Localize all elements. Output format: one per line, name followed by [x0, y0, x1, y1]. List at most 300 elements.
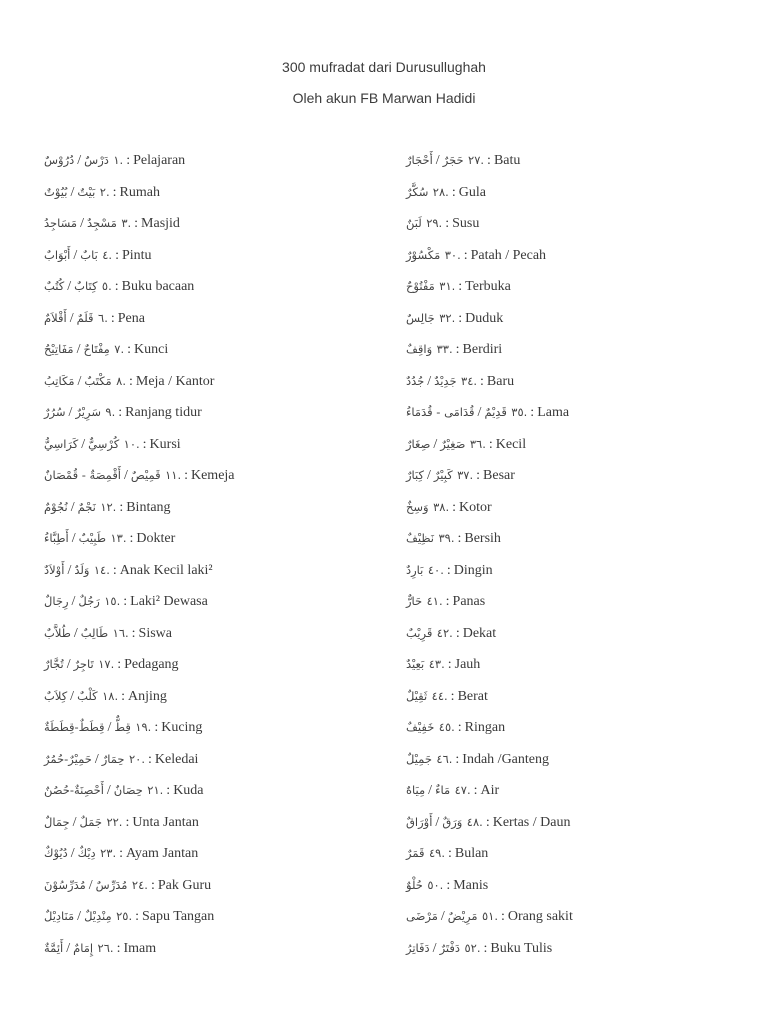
colon-separator: : [445, 216, 450, 231]
colon-separator: : [476, 468, 481, 483]
entry-number: .١٩ [135, 720, 152, 734]
colon-separator: : [488, 436, 493, 452]
meaning-text: Kuda [173, 783, 204, 798]
meaning-text: Jauh [454, 657, 481, 672]
plural-word: سُرُرٌ [44, 405, 66, 419]
colon-separator: : [119, 499, 124, 515]
meaning-text: Kertas / Daun [492, 814, 571, 830]
vocab-entry [406, 240, 746, 272]
colon-separator: : [127, 342, 132, 357]
vocab-entry [406, 492, 746, 524]
vocab-entry [44, 681, 384, 713]
meaning-text: Kotor [458, 499, 492, 515]
meaning-text: Kucing [161, 720, 203, 735]
colon-separator: : [457, 720, 462, 735]
singular-word: حَارٌّ [406, 594, 423, 608]
vocab-entry [406, 366, 746, 398]
vocab-entry [406, 807, 746, 839]
vocab-entry [406, 681, 746, 713]
vocab-entry [406, 429, 746, 461]
meaning-text: Pintu [121, 247, 152, 263]
colon-separator: : [129, 531, 134, 546]
meaning-text: Baru [486, 373, 515, 389]
meaning-text: Pelajaran [133, 153, 186, 168]
colon-separator: : [446, 877, 451, 893]
singular-word: سَرِيْرٌ [75, 405, 101, 419]
singular-word: تَاجِرٌ [73, 657, 94, 671]
meaning-text: Dokter [136, 531, 176, 546]
vocab-entry [44, 303, 384, 335]
vocab-entry [406, 177, 746, 209]
plural-word: أَئِمَّةٌ [44, 940, 64, 955]
word-separator: / [67, 279, 72, 294]
vocab-entry [406, 775, 746, 807]
colon-separator: : [116, 940, 121, 956]
meaning-text: Duduk [465, 310, 504, 326]
entry-number: .٤٩ [428, 846, 445, 860]
meaning-text: Gula [458, 184, 486, 200]
colon-separator: : [142, 436, 147, 452]
word-separator: / [432, 940, 437, 956]
plural-word: مَسَاجِدُ [44, 216, 78, 230]
entry-number: .٤٦ [436, 751, 453, 766]
entry-number: .٤٧ [454, 783, 471, 797]
vocab-entry [44, 775, 384, 807]
vocab-entry [44, 870, 384, 902]
plural-word: كِلاَبٌ [44, 688, 68, 703]
entry-number: .١٣ [110, 531, 127, 545]
singular-word: حُلْوٌ [406, 877, 423, 892]
singular-word: مِنْدِيْلٌ [84, 909, 112, 923]
meaning-text: Terbuka [465, 279, 511, 294]
colon-separator: : [447, 846, 452, 861]
word-separator: / [88, 877, 93, 893]
entry-number: .١٥ [104, 594, 121, 608]
meaning-text: Keledai [154, 751, 199, 767]
vocab-entry [44, 397, 384, 429]
word-separator: / [106, 783, 111, 798]
entry-number: .٢٨ [432, 184, 449, 199]
colon-separator: : [135, 909, 139, 924]
word-separator: / [427, 468, 431, 483]
vocab-entry [44, 366, 384, 398]
entry-number: .٢٧ [468, 153, 485, 167]
colon-separator: : [457, 531, 462, 546]
word-separator: / [67, 562, 72, 578]
meaning-text: Ayam Jantan [126, 846, 199, 861]
plural-word: قِطَطٌ-قِطَطَةٌ [44, 720, 105, 734]
word-separator: / [433, 436, 438, 452]
colon-separator: : [112, 562, 117, 578]
vocab-entry [44, 334, 384, 366]
colon-separator: : [131, 625, 136, 641]
colon-separator: : [148, 751, 152, 767]
meaning-text: Indah /Ganteng [462, 751, 549, 767]
plural-word: أَبْوَابٌ [44, 247, 71, 262]
plural-word: جُدُدٌ [406, 373, 425, 388]
singular-word: خَفِيْفٌ [406, 720, 435, 734]
vocab-entry [44, 838, 384, 870]
singular-word: وَلَدٌ [74, 562, 90, 577]
meaning-text: Bintang [126, 499, 171, 515]
meaning-text: Kursi [149, 436, 181, 452]
entry-number: .٣ [121, 216, 132, 230]
entry-number: .٤٠ [427, 562, 444, 577]
plural-word: نُجُوْمٌ [44, 499, 68, 514]
entry-number: .١٨ [102, 688, 119, 703]
colon-separator: : [112, 184, 117, 200]
meaning-text: Ranjang tidur [125, 405, 202, 420]
vocab-entry [44, 492, 384, 524]
singular-word: مِفْتَاحٌ [83, 342, 110, 356]
plural-word: بُيُوْتٌ [44, 184, 68, 199]
plural-word: أَحْصِنَةٌ-حُصُنٌ [44, 783, 104, 797]
singular-word: بَارِدٌ [406, 562, 424, 577]
plural-word: كُتُبٌ [44, 279, 65, 293]
entry-number: .١٧ [98, 657, 115, 671]
vocab-entry [406, 397, 746, 429]
singular-word: قَمِيْصٌ [130, 468, 161, 482]
meaning-text: Anak Kecil laki² [119, 562, 213, 578]
colon-separator: : [166, 783, 171, 798]
document-title: 300 mufradat dari Durusullughah [282, 59, 486, 75]
colon-separator: : [125, 814, 130, 830]
entry-number: .٢٢ [106, 814, 123, 829]
colon-separator: : [184, 468, 188, 483]
entry-number: .٤٨ [466, 814, 483, 829]
entry-number: .٩ [105, 405, 116, 419]
word-separator: / [427, 373, 432, 389]
colon-separator: : [121, 688, 125, 704]
plural-word: أَقْمِصَةٌ - قُمْصَانٌ [44, 468, 122, 482]
entry-number: .٢٠ [129, 751, 146, 766]
plural-word: دَفَاتِرُ [406, 940, 430, 955]
vocab-entry [44, 555, 384, 587]
word-separator: / [435, 153, 440, 168]
plural-word: طُلاَّبٌ [44, 625, 71, 640]
plural-word: أَطِبَّاءُ [44, 531, 69, 545]
colon-separator: : [154, 720, 159, 735]
singular-word: كَلْبٌ [77, 688, 98, 703]
entry-number: .٣٦ [469, 436, 486, 451]
singular-word: مَكْسُوْرٌ [406, 247, 441, 262]
colon-separator: : [487, 153, 491, 168]
meaning-text: Kemeja [190, 468, 235, 483]
colon-separator: : [483, 940, 488, 956]
singular-word: رَجُلٌ [78, 594, 100, 608]
colon-separator: : [480, 373, 484, 389]
word-separator: / [81, 436, 86, 452]
vocab-entry [44, 145, 384, 177]
colon-separator: : [501, 909, 505, 924]
singular-word: لَبَنٌ [406, 216, 422, 230]
word-separator: / [66, 940, 71, 956]
plural-word: تُجَّارٌ [44, 657, 64, 671]
colon-separator: : [128, 373, 133, 389]
plural-word: دُيُوْكٌ [44, 846, 68, 860]
word-separator: / [77, 909, 82, 924]
vocab-entry [44, 460, 384, 492]
vocab-entry [44, 744, 384, 776]
singular-word: سُكَّرٌ [406, 184, 429, 199]
entry-number: .٢ [99, 184, 110, 199]
vocab-entry [406, 555, 746, 587]
entry-number: .٢٤ [131, 877, 148, 892]
entry-number: .٢٦ [97, 940, 114, 955]
singular-word: قَدِيْمٌ [484, 405, 507, 419]
meaning-text: Dingin [453, 562, 493, 578]
word-separator: / [70, 184, 75, 200]
vocab-entry [406, 744, 746, 776]
singular-word: جَمِيْلٌ [406, 751, 432, 766]
entry-number: .٥١ [482, 909, 499, 923]
singular-word: جَمَلٌ [79, 814, 102, 829]
entry-number: .٥ [101, 279, 112, 293]
plural-word: دُرُوْسٌ [44, 153, 75, 167]
entry-number: .٣٩ [438, 531, 455, 545]
meaning-text: Meja / Kantor [135, 373, 215, 389]
word-separator: / [428, 783, 433, 798]
colon-separator: : [134, 216, 139, 231]
meaning-text: Pak Guru [157, 877, 212, 893]
entry-number: .٣٢ [439, 310, 456, 325]
colon-separator: : [118, 405, 123, 420]
vocab-entry [44, 618, 384, 650]
entry-number: .٦ [98, 310, 108, 325]
vocab-entry [44, 208, 384, 240]
meaning-text: Susu [452, 216, 480, 231]
word-separator: / [73, 625, 78, 641]
colon-separator: : [123, 594, 128, 609]
singular-word: بَابٌ [80, 247, 98, 262]
word-separator: / [71, 531, 76, 546]
meaning-text: Ringan [464, 720, 506, 735]
singular-word: جَدِيْدٌ [434, 373, 457, 388]
vocab-entry [406, 838, 746, 870]
meaning-text: Laki² Dewasa [130, 594, 208, 609]
colon-separator: : [458, 279, 463, 294]
entry-number: .٥٢ [464, 940, 481, 955]
vocab-entry [44, 901, 384, 933]
meaning-text: Berat [457, 688, 488, 704]
colon-separator: : [446, 562, 451, 578]
entry-number: .٨ [116, 373, 126, 388]
colon-separator: : [126, 153, 131, 168]
word-separator: / [107, 720, 112, 735]
singular-word: مَكْتَبٌ [84, 373, 112, 388]
plural-word: أَحْجَارٌ [406, 153, 433, 167]
entry-number: .٣٣ [436, 342, 453, 356]
word-separator: / [435, 814, 440, 830]
meaning-text: Batu [493, 153, 521, 168]
singular-word: حِصَانٌ [113, 783, 143, 797]
entry-number: .٣٥ [511, 405, 528, 419]
word-separator: / [94, 751, 99, 767]
meaning-text: Air [480, 783, 500, 798]
vocab-entry [406, 618, 746, 650]
document-header [0, 56, 768, 118]
singular-word: مَاءٌ [435, 783, 451, 797]
entry-number: .٢١ [147, 783, 164, 797]
singular-word: نَظِيْفٌ [406, 531, 435, 545]
entry-number: .١٦ [112, 625, 129, 640]
plural-word: كَرَاسِيُّ [44, 436, 79, 451]
plural-word: جِمَالٌ [44, 814, 70, 829]
plural-word: أَوْلاَدٌ [44, 562, 65, 577]
singular-word: حَجَرٌ [442, 153, 464, 167]
word-separator: / [80, 216, 84, 231]
singular-word: قَرِيْبٌ [406, 625, 433, 640]
vocab-entry [406, 649, 746, 681]
word-separator: / [73, 247, 78, 263]
meaning-text: Masjid [141, 216, 180, 231]
vocab-entry [406, 271, 746, 303]
colon-separator: : [485, 814, 490, 830]
plural-word: مِيَاهٌ [406, 783, 426, 797]
entry-number: .٤٤ [431, 688, 448, 703]
document-subtitle: Oleh akun FB Marwan Hadidi [292, 90, 476, 106]
singular-word: قِطٌّ [114, 720, 131, 734]
meaning-text: Sapu Tangan [142, 909, 215, 924]
entry-number: .٤٥ [438, 720, 455, 734]
meaning-text: Panas [452, 594, 486, 609]
colon-separator: : [455, 751, 460, 767]
word-separator: / [477, 405, 482, 420]
singular-word: حِمَارٌ [101, 751, 125, 766]
vocab-entry [406, 870, 746, 902]
entry-number: .٣٤ [461, 373, 478, 388]
singular-word: مَرِيْضٌ [447, 909, 478, 923]
word-separator: / [70, 499, 75, 515]
singular-word: قَلَمٌ [76, 310, 94, 325]
word-separator: / [77, 153, 82, 168]
singular-word: دَفْتَرٌ [439, 940, 460, 955]
vocab-entry [44, 933, 384, 965]
colon-separator: : [110, 310, 115, 326]
vocab-column-right [406, 145, 746, 964]
singular-word: طَبِيْبٌ [78, 531, 107, 545]
meaning-text: Imam [123, 940, 157, 956]
word-separator: / [440, 909, 445, 924]
vocab-entry [44, 649, 384, 681]
word-separator: / [68, 405, 73, 420]
entry-number: .٤٢ [436, 625, 453, 640]
singular-word: وَسِخٌ [406, 499, 429, 514]
colon-separator: : [447, 657, 452, 672]
entry-number: .١٤ [93, 562, 110, 577]
colon-separator: : [117, 657, 122, 672]
plural-word: مَنَادِيْلٌ [44, 909, 75, 923]
entry-number: .٣٠ [444, 247, 461, 262]
entry-number: .٤١ [426, 594, 443, 608]
meaning-text: Kunci [134, 342, 169, 357]
vocab-entry [406, 460, 746, 492]
plural-word: مَكَاتِبُ [44, 373, 75, 388]
entry-number: .٢٩ [426, 216, 443, 230]
colon-separator: : [150, 877, 155, 893]
entry-number: .١٠ [123, 436, 140, 451]
colon-separator: : [458, 310, 463, 326]
vocab-entry [406, 523, 746, 555]
singular-word: جَالِسٌ [406, 310, 435, 325]
colon-separator: : [114, 279, 119, 294]
singular-word: كُرْسِيٌّ [88, 436, 120, 451]
plural-word: قُدَامَى - قُدَمَاءُ [406, 405, 475, 419]
singular-word: ثَقِيْلٌ [406, 688, 428, 703]
meaning-text: Lama [537, 405, 570, 420]
meaning-text: Siswa [138, 625, 172, 641]
vocab-entry [406, 145, 746, 177]
meaning-text: Dekat [462, 625, 497, 641]
meaning-text: Manis [453, 877, 489, 893]
entry-number: .٤٣ [428, 657, 445, 671]
vocab-entry [44, 240, 384, 272]
singular-word: طَالِبٌ [80, 625, 109, 640]
meaning-text: Buku bacaan [121, 279, 195, 294]
word-separator: / [71, 594, 76, 609]
plural-word: أَوْرَاقٌ [406, 814, 433, 829]
vocab-entry [44, 807, 384, 839]
meaning-text: Orang sakit [507, 909, 573, 924]
entry-number: .٢٣ [100, 846, 117, 860]
meaning-text: Rumah [119, 184, 160, 200]
plural-word: كِبَارٌ [406, 468, 425, 482]
word-separator: / [70, 846, 75, 861]
meaning-text: Patah / Pecah [470, 247, 547, 263]
vocab-entry [44, 712, 384, 744]
word-separator: / [66, 657, 71, 672]
singular-word: كِتَابٌ [74, 279, 98, 293]
colon-separator: : [115, 247, 119, 263]
vocab-entry [44, 586, 384, 618]
meaning-text: Pena [117, 310, 145, 326]
colon-separator: : [119, 846, 124, 861]
word-separator: / [69, 310, 74, 326]
vocab-entry [44, 429, 384, 461]
vocab-column-left [44, 145, 384, 964]
meaning-text: Anjing [128, 688, 167, 704]
meaning-text: Bulan [454, 846, 489, 861]
vocab-entry [406, 208, 746, 240]
singular-word: بَيْتٌ [77, 184, 96, 199]
vocab-entry [406, 334, 746, 366]
singular-word: دَرْسٌ [84, 153, 109, 167]
singular-word: وَرَقٌ [442, 814, 463, 829]
meaning-text: Bersih [464, 531, 501, 546]
plural-word: صِغَارٌ [406, 436, 431, 451]
singular-word: مَفْتُوْحٌ [406, 279, 435, 293]
vocab-entry [44, 177, 384, 209]
meaning-text: Pedagang [124, 657, 179, 672]
entry-number: .١١ [165, 468, 182, 482]
meaning-text: Besar [483, 468, 515, 483]
plural-word: مَفَاتِيْحُ [44, 342, 74, 356]
singular-word: كَبِيْرٌ [433, 468, 453, 482]
entry-number: .٣١ [439, 279, 456, 293]
meaning-text: Unta Jantan [132, 814, 199, 830]
singular-word: صَغِيْرٌ [440, 436, 466, 451]
vocab-entry [406, 712, 746, 744]
singular-word: نَجْمٌ [77, 499, 96, 514]
vocab-entry [406, 901, 746, 933]
entry-number: .٢٥ [116, 909, 133, 923]
colon-separator: : [530, 405, 535, 420]
colon-separator: : [450, 688, 455, 704]
entry-number: .٥٠ [427, 877, 444, 892]
word-separator: / [76, 342, 81, 357]
colon-separator: : [463, 247, 468, 263]
plural-word: حَمِيْرٌ-حُمُرٌ [44, 751, 92, 766]
